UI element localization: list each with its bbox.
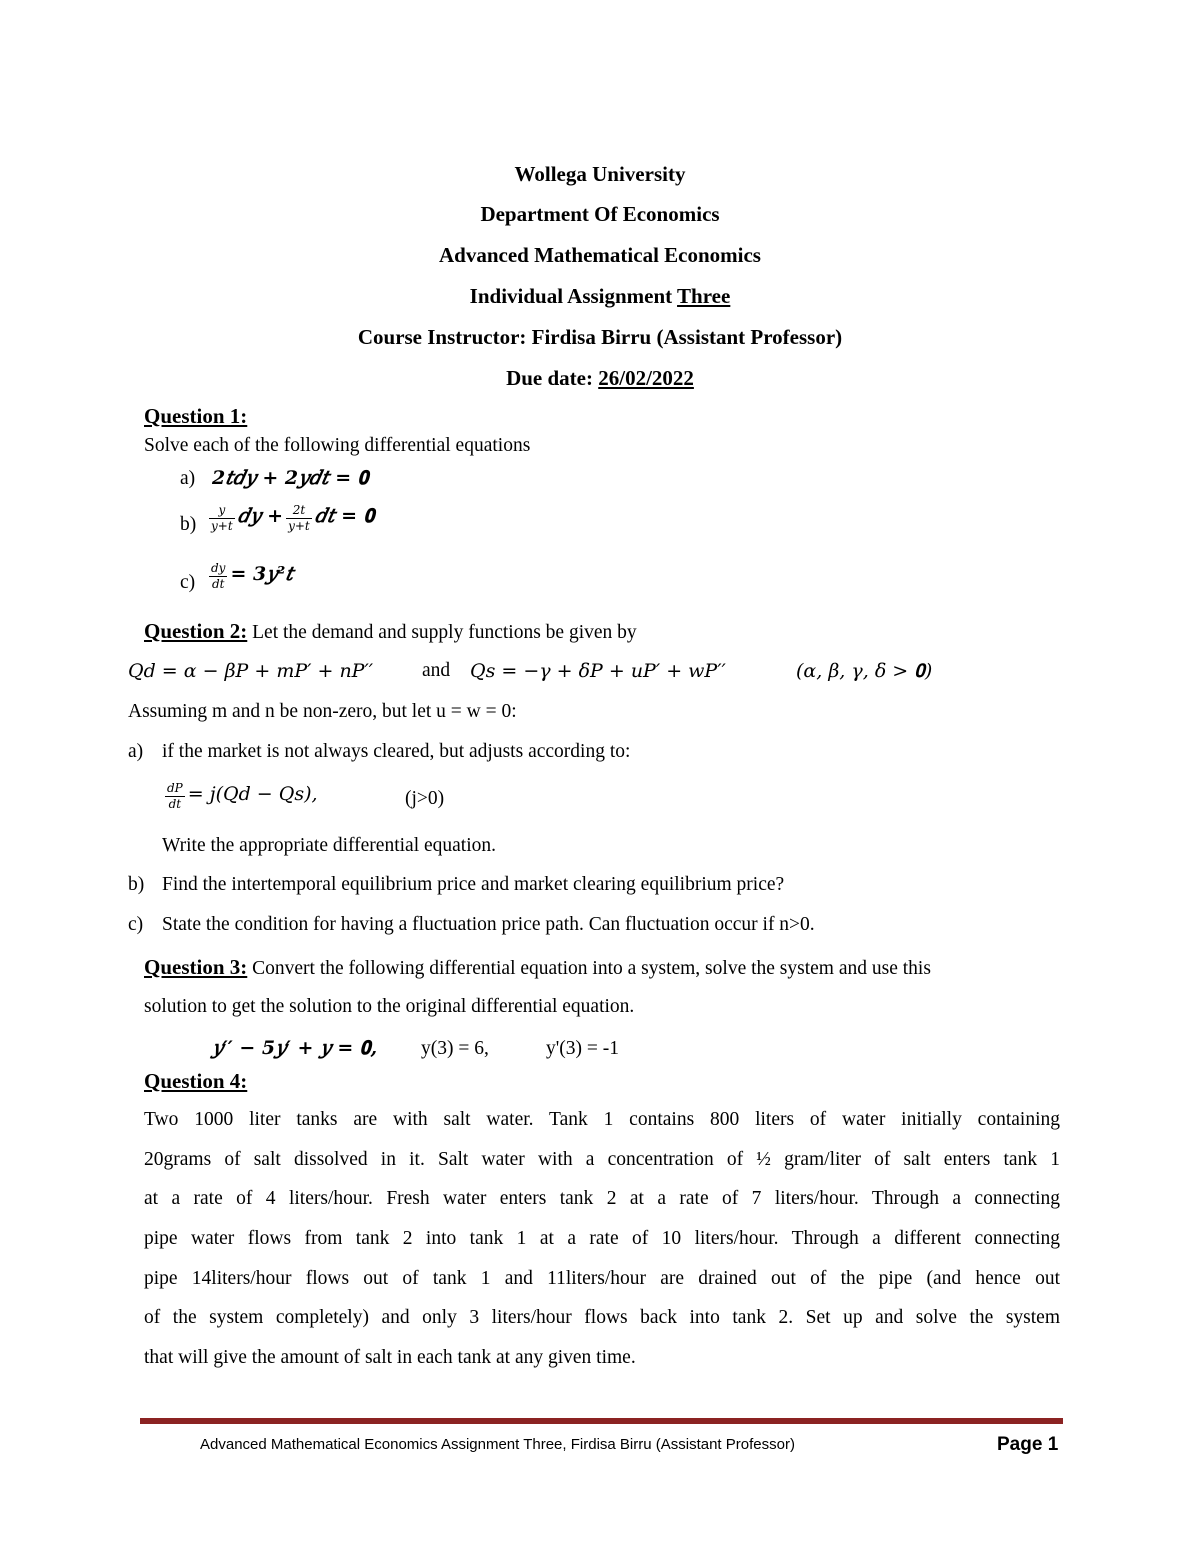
q1-c-label: c) — [180, 572, 196, 593]
q2-b-label: b) — [128, 874, 145, 895]
q1-b-fraction-2 — [286, 503, 312, 534]
q1-b-end: 𝑑𝑡 = 𝟎 — [314, 505, 375, 528]
q4-line-5: pipe 14liters/hour flows out of tank 1 and 11liters/hour are drained out of the pipe (and hence out — [144, 1268, 1060, 1289]
adjustment-rhs: = 𝑗(𝑄𝑑 − 𝑄𝑠), — [187, 783, 318, 806]
assignment-number: Three — [677, 284, 731, 308]
q2-a-write: Write the appropriate differential equation. — [162, 835, 497, 856]
q4-line-3: at a rate of 4 liters/hour. Fresh water enters tank 2 at a rate of 7 liters/hour. Through a connecting — [144, 1188, 1060, 1209]
q1-b-mid: 𝑑𝑦 + — [237, 505, 284, 528]
footer-text: Advanced Mathematical Economics Assignment Three, Firdisa Birru (Assistant Professor) — [200, 1436, 795, 1453]
question-1-intro: Solve each of the following differential equations — [144, 435, 531, 456]
university-name: Wollega University — [514, 162, 686, 186]
question-3-title: Question 3: — [144, 955, 248, 979]
q2-b-text: Find the intertemporal equilibrium price and market clearing equilibrium price? — [162, 874, 785, 895]
course-instructor: Course Instructor: Firdisa Birru (Assistant Professor) — [357, 325, 843, 349]
question-3-heading — [144, 955, 931, 980]
course-title: Advanced Mathematical Economics — [439, 243, 761, 267]
q1-b-frac1-num: 𝑦 — [209, 503, 235, 519]
q1-b-equation — [206, 503, 374, 534]
footer-divider — [140, 1418, 1063, 1424]
question-3-line-2: solution to get the solution to the original differential equation. — [144, 996, 635, 1017]
q4-line-2: 20grams of salt dissolved in it. Salt water with a concentration of ½ gram/liter of salt enters tank 1 — [144, 1149, 1060, 1170]
q3-equation: 𝑦′′ − 5𝑦′ + 𝑦 = 𝟎, — [212, 1037, 378, 1059]
dp-num: 𝑑𝑃 — [167, 781, 183, 795]
parameter-condition: (𝛼, 𝛽, 𝛾, 𝛿 > 𝟎) — [796, 660, 933, 682]
demand-function: 𝑄𝑑 = 𝛼 − 𝛽𝑃 + 𝑚𝑃′ + 𝑛𝑃′′ — [128, 660, 374, 682]
assignment-title — [0, 284, 1200, 309]
question-3-line-1: Convert the following differential equation into a system, solve the system and use this — [247, 958, 931, 979]
question-1-title: Question 1: — [144, 404, 248, 428]
q2-a-label: a) — [128, 741, 144, 762]
q1-b-label: b) — [180, 514, 197, 535]
adjustment-equation — [162, 781, 318, 812]
q1-b-frac1-den: 𝑦+𝑡 — [211, 519, 233, 533]
q2-assumption: Assuming m and n be non-zero, but let u = w = 0: — [128, 701, 517, 722]
question-2-intro: Let the demand and supply functions be given by — [247, 622, 637, 643]
question-2-heading — [144, 619, 637, 644]
due-date-line — [0, 366, 1200, 391]
assignment-prefix: Individual Assignment — [469, 284, 678, 308]
q3-initial-condition-2: y'(3) = -1 — [546, 1038, 619, 1059]
q2-a-text: if the market is not always cleared, but adjusts according to: — [162, 741, 631, 762]
q1-c-fraction — [209, 561, 227, 592]
q1-b-frac2-num: 2𝑡 — [286, 503, 312, 519]
q1-b-frac2-den: 𝑦+𝑡 — [288, 519, 310, 533]
dt-den: 𝑑𝑡 — [168, 797, 182, 811]
q2-c-text: State the condition for having a fluctuation price path. Can fluctuation occur if n>0. — [162, 914, 815, 935]
q2-c-label: c) — [128, 914, 144, 935]
dp-dt-fraction — [165, 781, 185, 812]
and-word: and — [422, 660, 451, 681]
q4-line-1: Two 1000 liter tanks are with salt water. Tank 1 contains 800 liters of water initially containing — [144, 1109, 1060, 1130]
q1-c-frac-num: 𝑑𝑦 — [211, 561, 226, 575]
question-4-title: Question 4: — [144, 1069, 248, 1093]
q4-line-7: that will give the amount of salt in each tank at any given time. — [144, 1347, 636, 1368]
q1-c-frac-den: 𝑑𝑡 — [211, 577, 225, 591]
adjustment-condition: (j>0) — [405, 788, 445, 809]
due-date-value: 26/02/2022 — [598, 366, 694, 390]
q3-initial-condition-1: y(3) = 6, — [421, 1038, 489, 1059]
q1-c-equation — [206, 561, 293, 592]
question-2-title: Question 2: — [144, 619, 248, 643]
q4-line-4: pipe water flows from tank 2 into tank 1 at a rate of 10 liters/hour. Through a different connecting — [144, 1228, 1060, 1249]
q1-a-equation: 2𝑡𝑑𝑦 + 2𝑦𝑑𝑡 = 𝟎 — [212, 467, 369, 489]
q1-b-fraction-1 — [209, 503, 235, 534]
department-name: Department Of Economics — [480, 202, 720, 226]
q1-a-label: a) — [180, 468, 196, 489]
q1-c-rhs: = 3𝑦²𝑡 — [230, 563, 293, 586]
due-date-label: Due date: — [506, 366, 599, 390]
supply-function: 𝑄𝑠 = −𝛾 + 𝛿𝑃 + 𝑢𝑃′ + 𝑤𝑃′′ — [470, 660, 726, 682]
q4-line-6: of the system completely) and only 3 liters/hour flows back into tank 2. Set up and solve the system — [144, 1307, 1060, 1328]
page-number: Page 1 — [997, 1434, 1059, 1455]
